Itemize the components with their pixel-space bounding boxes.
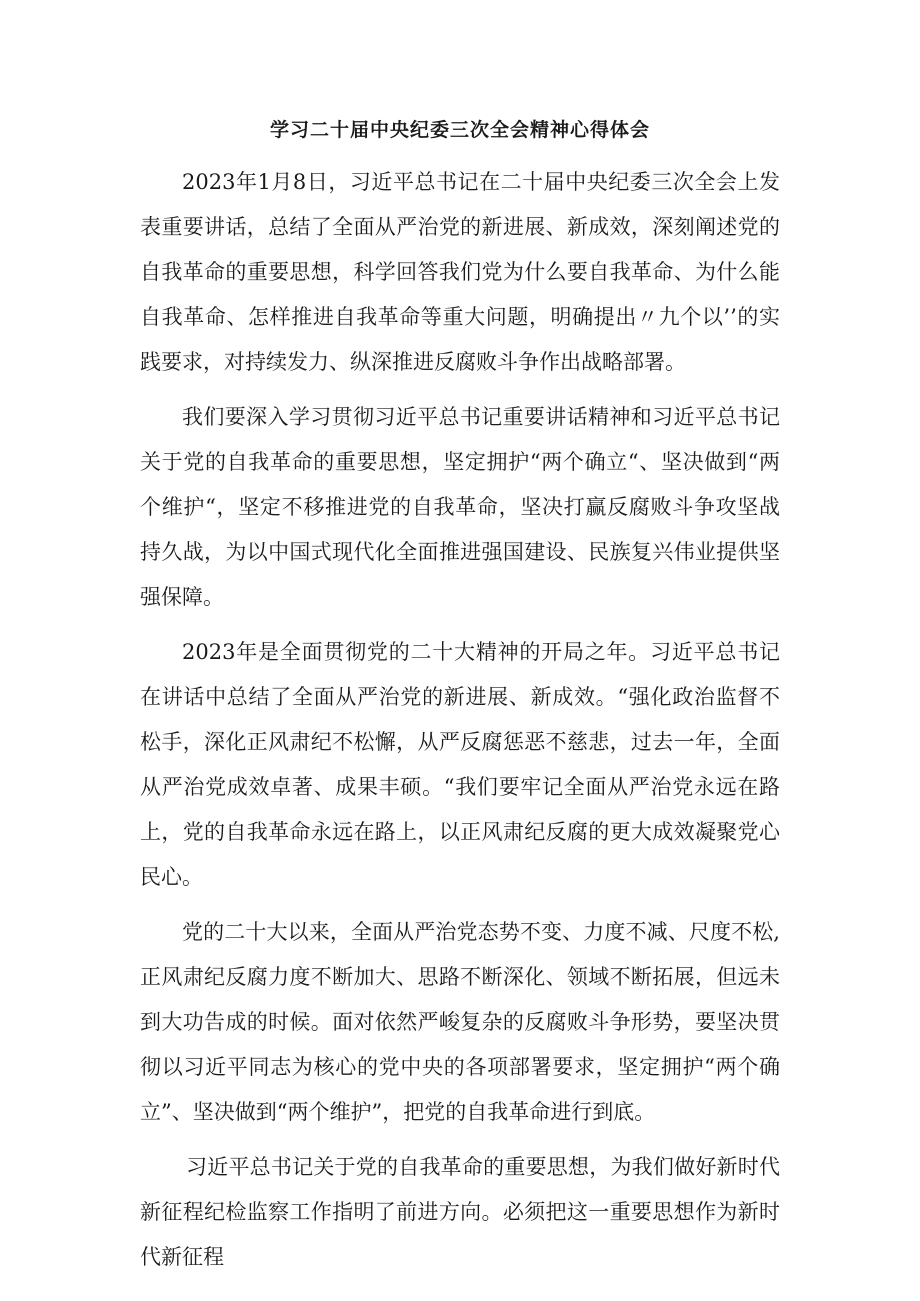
- paragraph-4: 党的二十大以来，全面从严治党态势不变、力度不减、尺度不松,正风肃纪反腐力度不断加大、思路不断深化、领域不断拓展，但远未到大功告成的时候。面对依然严峻复杂的反腐败斗争形势，要坚决贯彻以习近平同志为核心的党中央的各项部署要求，坚定拥护“两个确立”、坚决做到“两个维护”，把党的自我革命进行到底。: [140, 920, 780, 1124]
- paragraph-5: 习近平总书记关于党的自我革命的重要思想，为我们做好新时代新征程纪检监察工作指明了前进方向。必须把这一重要思想作为新时代新征程: [140, 1155, 780, 1269]
- paragraph-1: 2023年1月8日，习近平总书记在二十届中央纪委三次全会上发表重要讲话，总结了全面从严治党的新进展、新成效，深刻阐述党的自我革命的重要思想，科学回答我们党为什么要自我革命、为什么能自我革命、怎样推进自我革命等重大问题，明确提出〃九个以’’的实践要求，对持续发力、纵深推进反腐败斗争作出战略部署。: [140, 170, 780, 374]
- document-title: 学习二十届中央纪委三次全会精神心得体会: [269, 119, 650, 141]
- paragraph-2: 我们要深入学习贯彻习近平总书记重要讲话精神和习近平总书记关于党的自我革命的重要思想，坚定拥护“两个确立“、坚决做到“两个维护“，坚定不移推进党的自我革命，坚决打赢反腐败斗争攻坚战持久战，为以中国式现代化全面推进强国建设、民族复兴伟业提供坚强保障。: [140, 405, 780, 609]
- document-body: [140, 160, 780, 1280]
- paragraph-3: 2023年是全面贯彻党的二十大精神的开局之年。习近平总书记在讲话中总结了全面从严治党的新进展、新成效。“强化政治监督不松手，深化正风肃纪不松懈，从严反腐惩恶不慈悲，过去一年，全面从严治党成效卓著、成果丰硕。“我们要牢记全面从严治党永远在路上，党的自我革命永远在路上，以正风肃纪反腐的更大成效凝聚党心民心。: [140, 640, 780, 889]
